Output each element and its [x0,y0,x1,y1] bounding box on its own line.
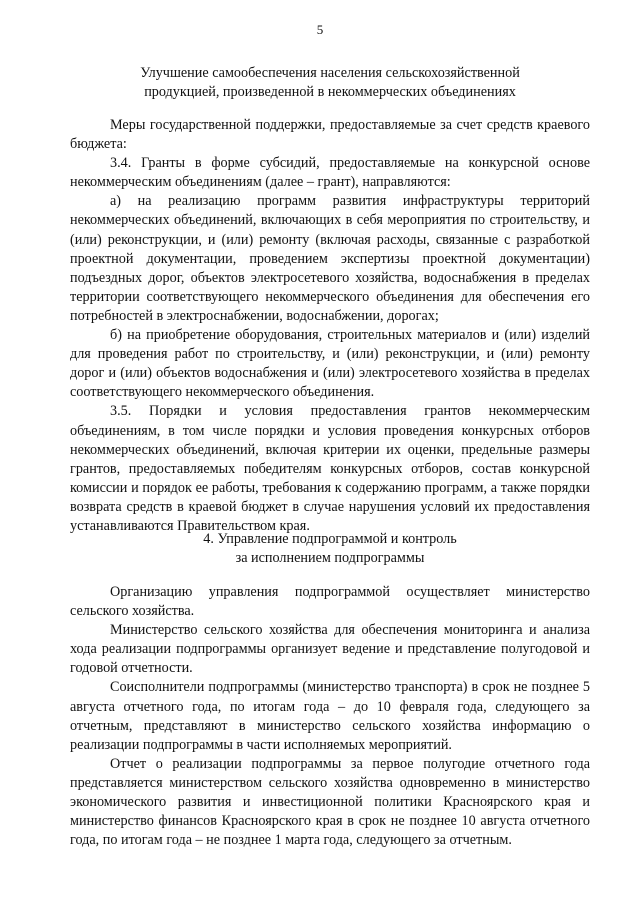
paragraph: 3.4. Гранты в форме субсидий, предоставляемые на конкурсной основе некоммерческим объединениям (далее – грант), направляются: [70,155,590,191]
section-title-self-sufficiency [60,64,600,102]
paragraph: б) на приобретение оборудования, строительных материалов и (или) изделий для проведения работ по строительству, и (или) реконструкции, и (или) ремонту дорог и (или) объектов водоснабжения и (или) электросетевого хозяйства в пределах соответствующего некоммерческого объединения. [70,327,590,401]
section-title-line: продукцией, произведенной в некоммерческих объединениях [144,84,516,100]
paragraph: Соисполнители подпрограммы (министерство транспорта) в срок не позднее 5 августа отчетного года, по итогам года – до 10 февраля года, следующего за отчетным, представляют в министерство сельского хозяйства информацию о реализации подпрограммы в части исполняемых мероприятий. [70,679,590,753]
paragraph: 3.5. Порядки и условия предоставления грантов некоммерческим объединениям, в том числе порядки и условия проведения конкурсных отборов некоммерческих объединений, включая критерии их оценки, предельные размеры грантов, предоставляемых победителям конкурсных отборов, состав конкурсной комиссии и порядок ее работы, требования к содержанию программ, а также порядки возврата средств в краевой бюджет в случае нарушения условий их предоставления устанавливаются Правительством края. [70,403,590,534]
section-title-management [60,530,600,568]
section-body-self-sufficiency [70,116,590,536]
section-title-line: Улучшение самообеспечения населения сельскохозяйственной [140,65,520,81]
paragraph: Отчет о реализации подпрограммы за первое полугодие отчетного года представляется министерством сельского хозяйства одновременно в министерство экономического развития и инвестиционной политики Красноярского края и министерство финансов Красноярского края в срок не позднее 10 августа отчетного года, по итогам года – не позднее 1 марта года, следующего за отчетным. [70,755,590,849]
section-title-line: 4. Управление подпрограммой и контроль [203,531,457,547]
paragraph: Меры государственной поддержки, предоставляемые за счет средств краевого бюджета: [70,117,590,153]
paragraph: а) на реализацию программ развития инфраструктуры территорий некоммерческих объединений, включающих в себя мероприятия по строительству, и (или) реконструкции, и (или) ремонту (включая расходы, связанные с разработкой проектной документации, проведением экспертизы проектной документации) подъездных дорог, объектов электросетевого хозяйства, водоснабжения в пределах территории соответствующего некоммерческого объединения для обеспечения его потребностей в электроснабжении, водоснабжении, дорогах; [70,193,590,324]
section-title-line: за исполнением подпрограммы [235,550,425,566]
page-number: 5 [316,22,324,37]
paragraph: Министерство сельского хозяйства для обеспечения мониторинга и анализа хода реализации подпрограммы организует ведение и представление полугодовой и годовой отчетности. [70,622,590,677]
section-body-management [70,583,590,850]
paragraph: Организацию управления подпрограммой осуществляет министерство сельского хозяйства. [70,584,590,620]
